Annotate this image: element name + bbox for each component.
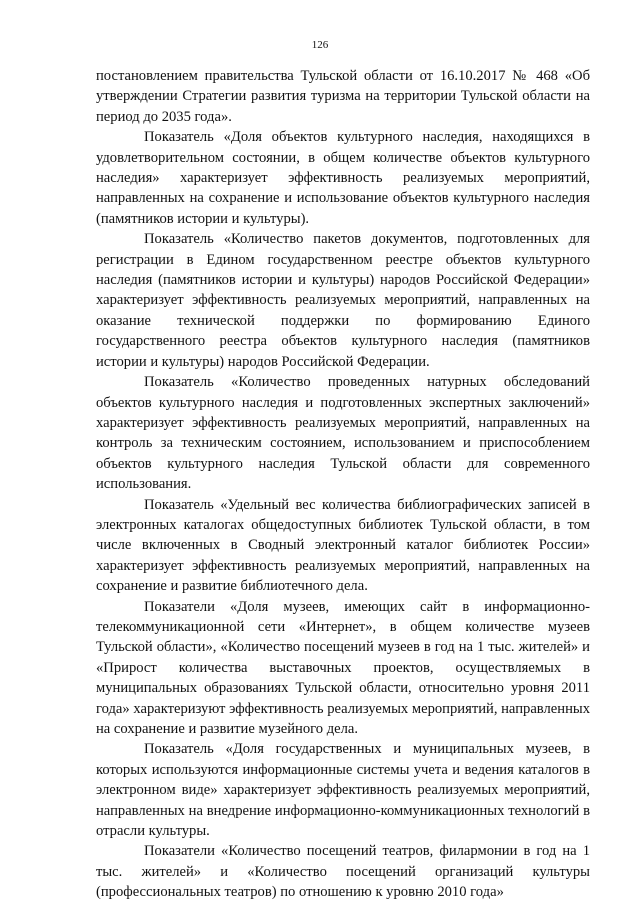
paragraph-museum-information-systems: Показатель «Доля государственных и муниципальных музеев, в которых используются информационные системы учета и ведения каталогов в электронном виде» характеризует эффективность реализуемых мероприятий, направленных на внедрение информационно-коммуникационных технологий в отрасли культуры. — [96, 741, 590, 840]
paragraph-theatre-visits: Показатели «Количество посещений театров, филармонии в год на 1 тыс. жителей» и «Количество посещений организаций культуры (профессиональных театров) по отношению к уровню 2010 года» — [96, 843, 590, 901]
page-number: 126 — [311, 39, 329, 51]
paragraph-museum-indicators: Показатели «Доля музеев, имеющих сайт в информационно-телекоммуникационной сети «Интернет», в общем количестве музеев Тульской области», «Количество посещений музеев в год на 1 тыс. жителей» и «Прирост количества выставочных проектов, осуществляемых в муниципальных образованиях Тульской области, относительно уровня 2011 года» характеризуют эффективность реализуемых мероприятий, направленных на сохранение и развитие музейного дела. — [96, 598, 590, 737]
paragraph-continuation: постановлением правительства Тульской области от 16.10.2017 № 468 «Об утверждении Стратегии развития туризма на территории Тульской области на период до 2035 года». — [96, 68, 590, 125]
paragraph-field-surveys: Показатель «Количество проведенных натурных обследований объектов культурного наследия и подготовленных экспертных заключений» характеризует эффективность реализуемых мероприятий, направленных на контроль за техническим состоянием, использованием и приспособлением объектов культурного наследия Тульской области для современного использования. — [96, 374, 590, 493]
paragraph-heritage-condition: Показатель «Доля объектов культурного наследия, находящихся в удовлетворительном состоянии, в общем количестве объектов культурного наследия» характеризует эффективность реализуемых мероприятий, направленных на сохранение и использование объектов культурного наследия (памятников истории и культуры). — [96, 129, 590, 227]
document-body — [96, 66, 590, 903]
paragraph-library-catalogs: Показатель «Удельный вес количества библиографических записей в электронных каталогах общедоступных библиотек Тульской области, в том числе включенных в Сводный электронный каталог библиотек России» характеризует эффективность реализуемых мероприятий, направленных на сохранение и развитие библиотечного дела. — [96, 496, 590, 595]
paragraph-registry-documents: Показатель «Количество пакетов документов, подготовленных для регистрации в Едином государственном реестре объектов культурного наследия (памятников истории и культуры) народов Российской Федерации» характеризует эффективность реализуемых мероприятий, направленных на оказание технической поддержки по формированию Единого государственного реестра объектов культурного наследия (памятников истории и культуры) народов Российской Федерации. — [96, 231, 590, 370]
